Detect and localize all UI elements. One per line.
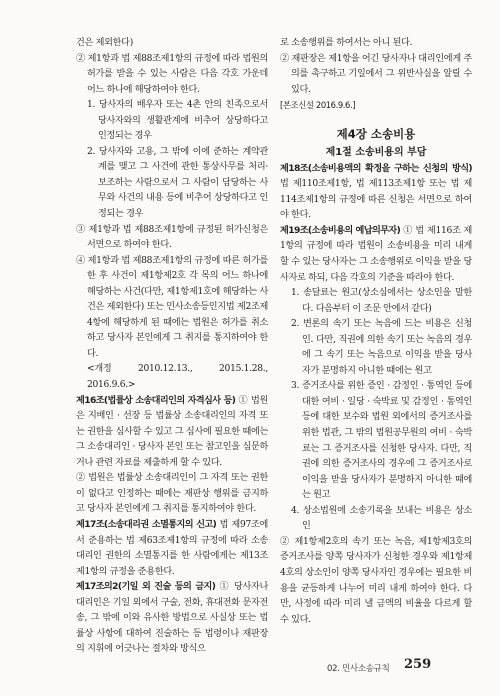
list-item-1: 1. 당사자의 배우자 또는 4촌 안의 친족으로서 당사자와의 생활관계에 비추어 상당하다고 인정되는 경우: [87, 100, 268, 142]
article-17-2: [76, 580, 268, 658]
section-title: 제1절 소송비용의 부담: [325, 146, 427, 158]
article-19-heading: 제19조(소송비용의 예납의무자): [280, 225, 401, 236]
right-column: [280, 36, 472, 628]
article-17: [76, 518, 268, 580]
article-16-heading: 제16조(법률상 소송대리인의 자격심사 등): [76, 395, 236, 406]
article-16-clause-2: ② 법원은 법률상 소송대리인이 그 자격 또는 권한이 없다고 인정하는 때에는 재판상 행위를 금지하고 당사자 본인에게 그 취지를 통지하여야 한다.: [76, 473, 268, 515]
paragraph-clause-2: ② 재판장은 제1항을 어긴 당사자나 대리인에게 주의를 촉구하고 기일에서 그 위반사실을 알릴 수 있다.: [280, 53, 472, 95]
article-17-body: 법 제97조에서 준용하는 법 제63조제1항의 규정에 따라 소송대리인 권한의 소멸통지를 한 사람에게는 제13조제1항의 규정을 준용한다.: [76, 519, 268, 577]
chapter-title: 제4장 소송비용: [336, 126, 416, 141]
list-item-4: 4. 상소법원에 소송기록을 보내는 비용은 상소인: [291, 505, 472, 532]
article-18-body: 법 제110조제1항, 법 제113조제1항 또는 법 제114조제1항의 규정에 따른 신청은 서면으로 하여야 한다.: [280, 179, 472, 221]
list-item-3: 3. 증거조사를 위한 증인 · 감정인 · 통역인 등에 대한 여비 · 일당 · 숙박료 및 감정인 · 통역인 등에 대한 보수와 법원 외에서의 증거조사를 위한 법관, 그 밖의 법원공무원의 여비 · 숙박료는 그 증거조사를 신청한 당사자. 다만, 직권에 의한 증거조사의 경우에 그 증거조사로 이익을 받을 당사자가 분명하지 아니한 때에는 원고: [291, 381, 472, 501]
article-18-heading: 제18조(소송비용액의 확정을 구하는 신청의 방식): [280, 163, 472, 174]
list-item-1: 1. 송달료는 원고(상소심에서는 상소인을 말한다. 다음부터 이 조문 안에서 같다): [291, 288, 472, 314]
left-column: [76, 36, 268, 658]
article-18: [280, 162, 472, 224]
new-provision-note: [본조신설 2016.9.6.]: [280, 100, 356, 111]
paragraph-clause-3: ③ 제1항과 법 제88조제1항에 규정된 허가신청은 서면으로 하여야 한다.: [76, 224, 268, 251]
paragraph: 로 소송행위를 하여서는 아니 된다.: [280, 38, 413, 48]
article-19-body: ① 법 제116조 제1항의 규정에 따라 법원이 소송비용을 미리 내게 할 수 있는 당사자는 그 소송행위로 이익을 받을 당사자로 하되, 다음 각호의 기준을 따라야 한다.: [280, 225, 472, 283]
amendment-note: <개정 2010.12.13., 2015.1.28., 2016.9.6.>: [87, 364, 268, 391]
paragraph-clause-4: ④ 제1항과 법 제88조제1항의 규정에 따른 허가를 한 후 사건이 제1항제2호 각 목의 어느 하나에 해당하는 사건(다만, 제1항제1호에 해당하는 사건은 제외한다) 또는 민사소송등인지법 제2조제4항에 해당하게 된 때에는 법원은 허가를 취소하고 당사자 본인에게 그 취지를 통지하여야 한다.: [76, 255, 268, 359]
page-number: 259: [404, 657, 432, 672]
article-17-2-body: ① 당사자나 대리인은 기일 외에서 구술, 전화, 휴대전화 문자전송, 그 밖에 이와 유사한 방법으로 사실상 또는 법률상 사항에 대하여 진술하는 등 법령이나 재판장의 지휘에 어긋나는 절차와 방식으: [76, 582, 268, 655]
article-19: [280, 224, 472, 286]
article-17-heading: 제17조(소송대리권 소멸통지의 신고): [76, 519, 217, 530]
paragraph-clause-2: ② 제1항과 법 제88조제1항의 규정에 따라 법원의 허가를 받을 수 있는 사람은 다음 각호 가운데 어느 하나에 해당하여야 한다.: [76, 53, 268, 95]
running-footer-chapter: 02. 민사소송규칙: [327, 664, 390, 674]
article-17-2-heading: 제17조의2(기일 외 진술 등의 금지): [76, 582, 216, 593]
paragraph: 건은 제외한다): [76, 38, 133, 48]
list-item-2: 2. 변론의 속기 또는 녹음에 드는 비용은 신청인. 다만, 직권에 의한 속기 또는 녹음의 경우에 그 속기 또는 녹음으로 이익을 받을 당사자가 분명하지 아니한 때에는 원고: [291, 319, 472, 376]
list-item-2: 2. 당사자와 고용, 그 밖에 이에 준하는 계약관계를 맺고 그 사건에 관한 통상사무를 처리·보조하는 사람으로서 그 사람이 담당하는 사무와 사건의 내용 등에 비추어 상당하다고 인정되는 경우: [87, 146, 268, 220]
article-16: [76, 394, 268, 472]
article-16-body: ① 법원은 지배인 · 선장 등 법률상 소송대리인의 자격 또는 권한을 심사할 수 있고 그 심사에 필요한 때에는 그 소송대리인 · 당사자 본인 또는 참고인을 심문하거나 관련 자료를 제출하게 할 수 있다.: [76, 395, 268, 468]
article-19-clause-2: ② 제1항제2호의 속기 또는 녹음, 제1항제3호의 증거조사를 양쪽 당사자가 신청한 경우와 제1항제4호의 상소인이 양쪽 당사자인 경우에는 필요한 비용을 균등하게 나누어 미리 내게 하여야 한다. 다만, 사정에 따라 미리 낼 금액의 비율을 다르게 할 수 있다.: [280, 536, 472, 625]
